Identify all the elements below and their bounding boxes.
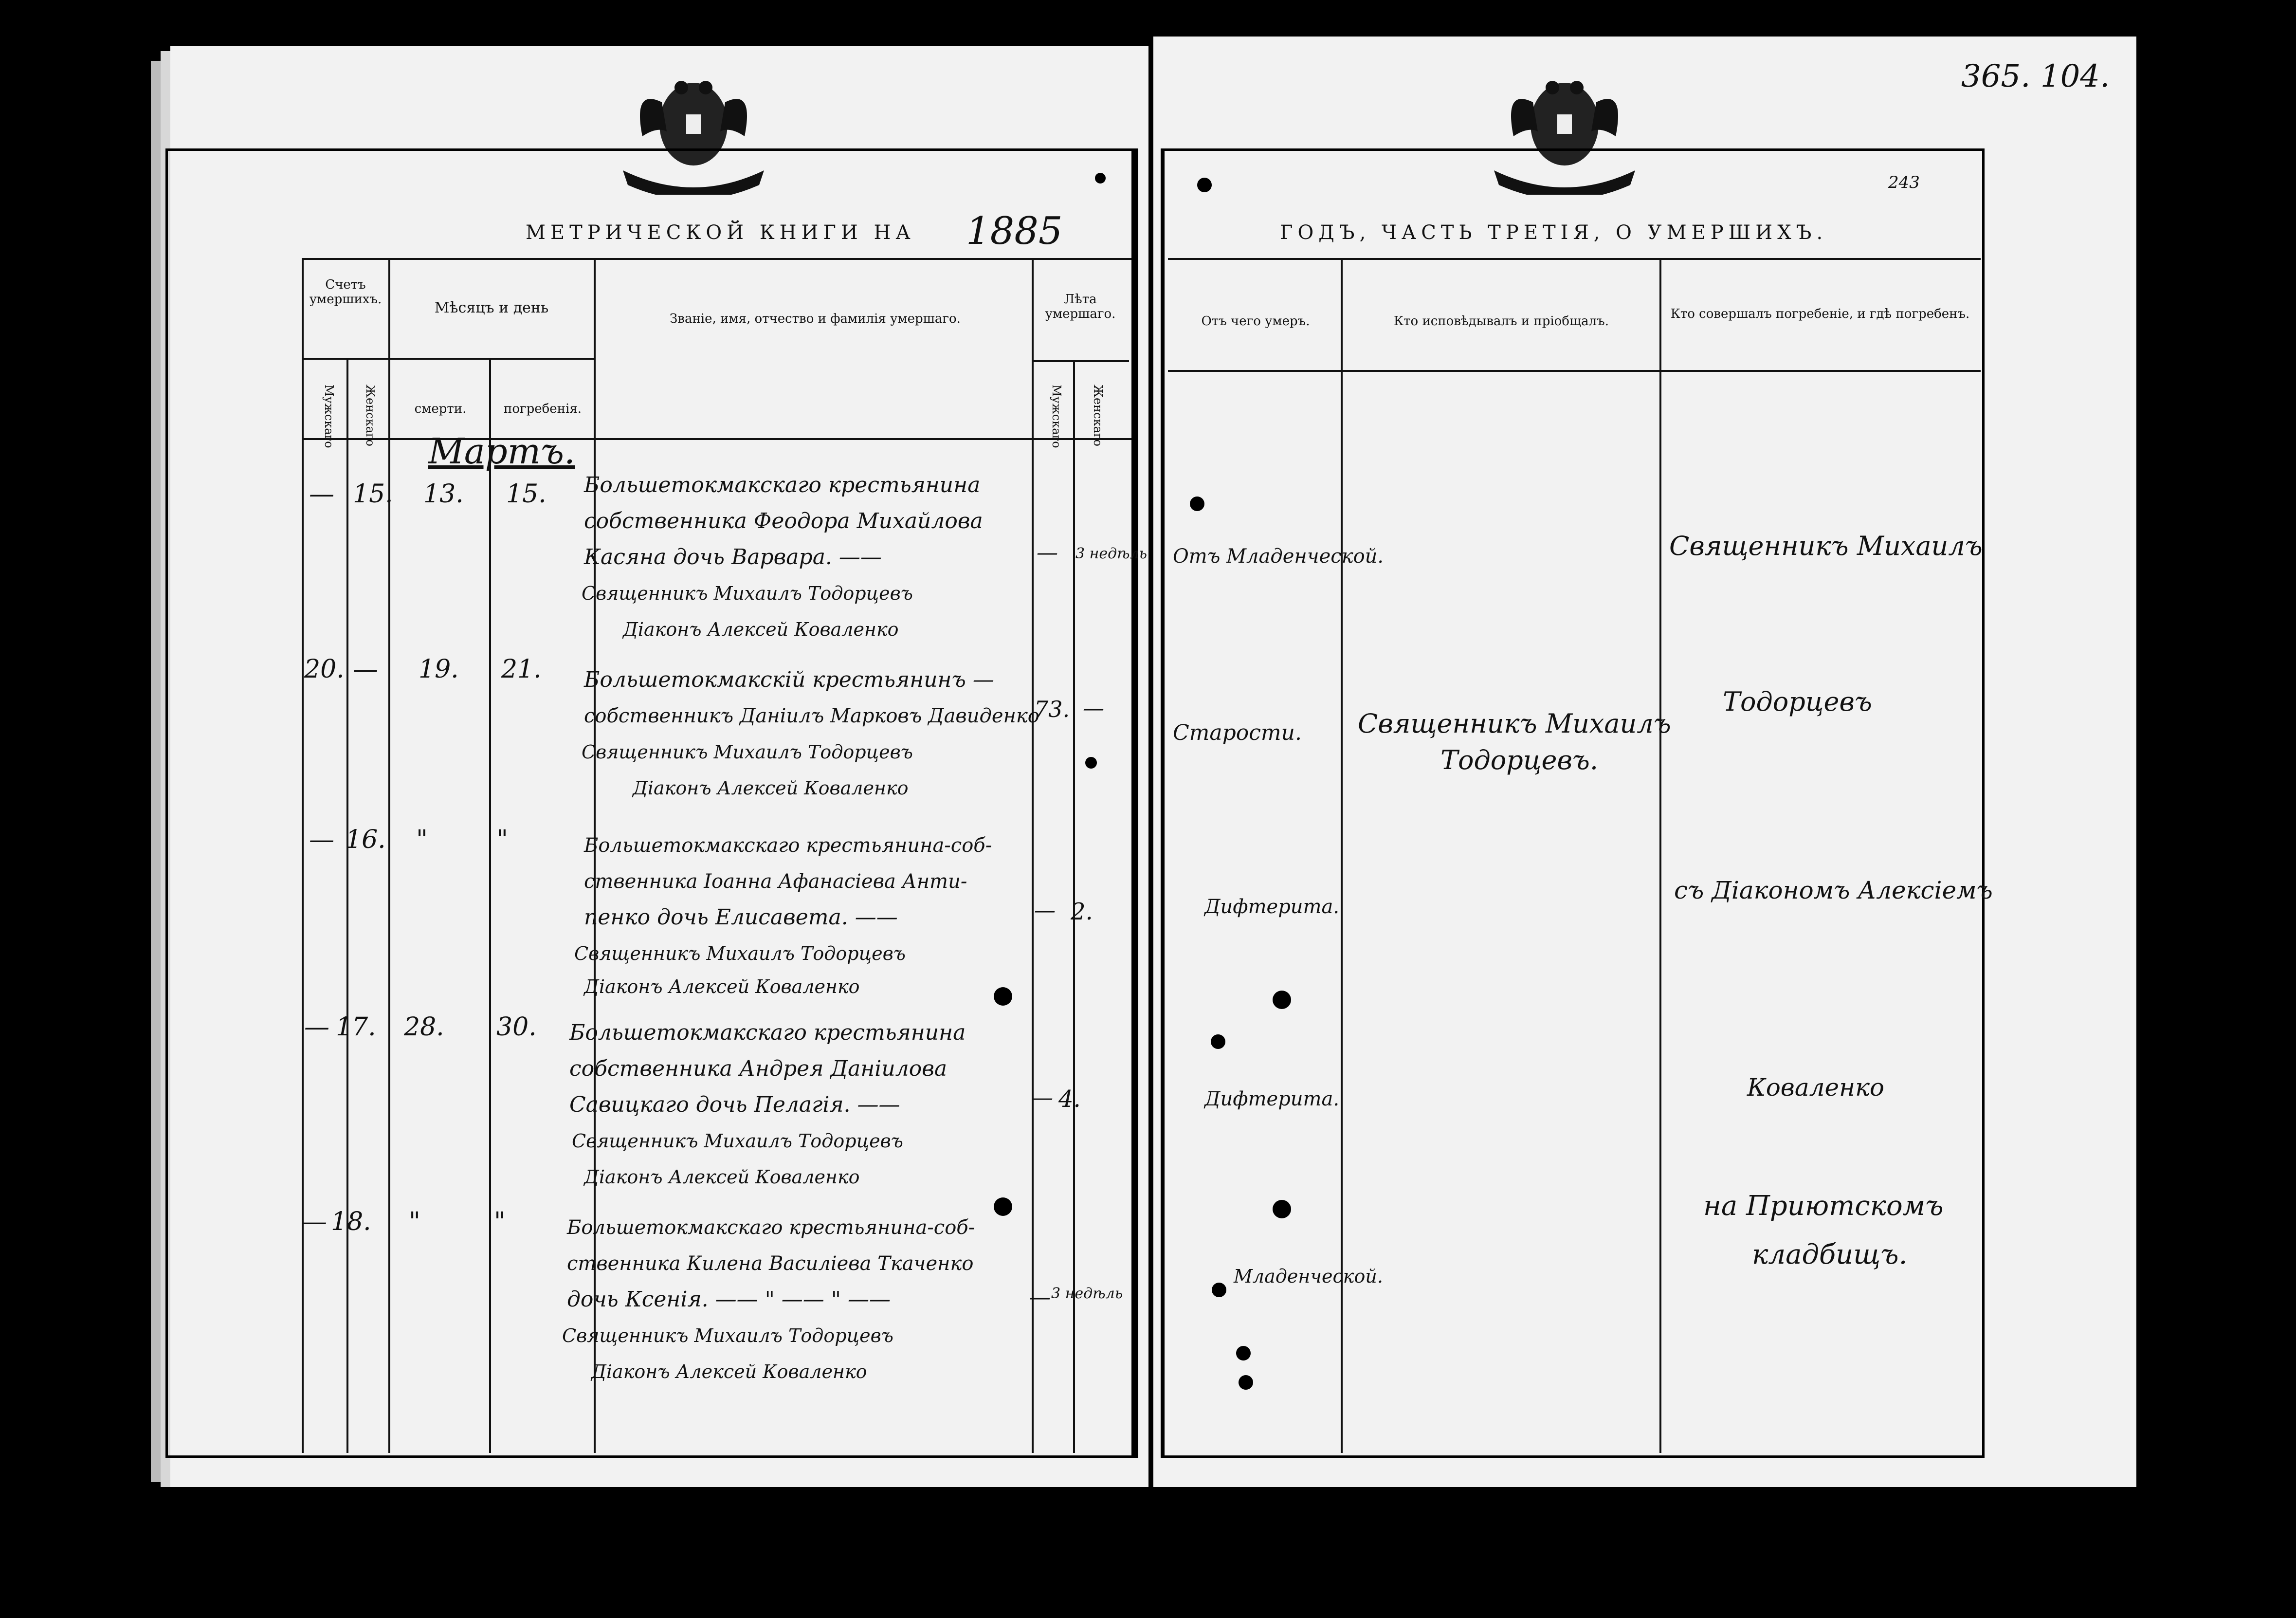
age-header: Лѣта умершаго. [1045,292,1116,321]
month-header: Мѣсяцъ и день [434,299,549,316]
entry4-cause: Дифтерита. [1204,1088,1340,1110]
binding-hole [1212,1283,1226,1297]
confessor-header: Кто исповѣдывалъ и пріобщалъ. [1394,314,1609,329]
rule [302,358,594,360]
col-line [489,358,491,1453]
entry4-line3: Савицкаго дочь Пелагія. —— [569,1092,900,1117]
entry4-age-male: — [1032,1085,1053,1110]
entry3-age-male: — [1034,898,1056,923]
col-line [302,258,304,1453]
burial-line1: Священникъ Михаилъ [1669,531,1983,561]
entry3-sign2: Діаконъ Алексей Коваленко [584,976,860,997]
entry3-cause: Дифтерита. [1204,896,1340,918]
entry5-line1: Большетокмакскаго крестьянина-соб- [567,1216,975,1239]
col-line [388,258,390,1453]
binding-hole [994,1197,1012,1216]
count-header: Счетъ умершихъ. [309,277,382,307]
header-left-title: МЕТРИЧЕСКОЙ КНИГИ НА [526,221,915,244]
entry2-female: — [353,655,378,684]
entry4-male: — [304,1012,329,1042]
header-year: 1885 [966,209,1063,253]
entry2-cause: Старости. [1173,720,1302,745]
entry1-sign2: Діаконъ Алексей Коваленко [623,619,899,640]
entry1-cause: Отъ Младенческой. [1173,545,1384,568]
entry4-burial: 30. [496,1012,537,1042]
binding-hole [1236,1346,1251,1361]
binding-hole [1211,1034,1225,1049]
age-male-header: Мужскаго [1050,385,1063,448]
count-female-header: Женскаго [364,385,377,446]
binding-hole [1239,1375,1253,1390]
burial-line5: на Приютскомъ [1703,1190,1944,1222]
entry4-line2: собственника Андрея Даніилова [569,1056,948,1081]
rule [1168,370,1981,372]
entry1-burial: 15. [506,479,547,509]
month-burial-header: погребенія. [504,402,582,416]
binding-hole [1190,496,1204,511]
binding-hole [1197,178,1212,192]
entry1-age-male: — [1037,540,1058,565]
col-line [1659,258,1661,1453]
cause-header: Отъ чего умеръ. [1201,314,1310,329]
entry1-male: — [309,479,334,509]
burial-line6: кладбищъ. [1752,1239,1908,1270]
age-female-header: Женскаго [1091,385,1105,446]
entry5-female: 18. [331,1207,371,1236]
entry2-death: 19. [419,655,459,684]
rule [1168,258,1981,260]
entry2-line1: Большетокмакскій крестьянинъ — [584,667,994,692]
entry3-death: " [416,825,428,854]
entry3-male: — [309,825,334,854]
entry5-line2: ственника Килена Василіева Ткаченко [567,1252,974,1275]
rule [302,258,1131,260]
entry3-line2: ственника Іоанна Афанасіева Анти- [584,870,967,893]
entry3-age-female: 2. [1071,898,1093,925]
binding-hole [1085,757,1097,769]
entry5-sign2: Діаконъ Алексей Коваленко [591,1361,867,1382]
entry1-line1: Большетокмакскаго крестьянина [584,473,981,497]
burial-line3: съ Діакономъ Алексіемъ [1674,876,1993,904]
rule [302,438,1131,440]
name-header: Званіе, имя, отчество и фамилія умершаго. [670,312,961,326]
entry4-line1: Большетокмакскаго крестьянина [569,1020,966,1045]
burial-line4: Коваленко [1747,1073,1885,1102]
entry2-age-female: — [1083,696,1104,721]
entry2-sign2: Діаконъ Алексей Коваленко [633,777,909,799]
binding-hole [994,987,1012,1006]
burial-line2: Тодорцевъ [1723,686,1872,717]
entry5-male: — [302,1207,327,1236]
count-male-header: Мужскаго [322,385,336,448]
folio-number: 365. 104. [1961,58,2110,94]
col-line [346,358,348,1453]
entry4-female: 17. [336,1012,376,1042]
entry2-sign1: Священникъ Михаилъ Тодорцевъ [582,741,913,763]
entry5-cause: Младенческой. [1234,1266,1383,1287]
entry1-sign1: Священникъ Михаилъ Тодорцевъ [582,583,913,604]
entry4-sign1: Священникъ Михаилъ Тодорцевъ [572,1130,904,1152]
entry1-death: 13. [423,479,464,509]
entry3-burial: " [496,825,508,854]
rule [1032,360,1129,362]
entry3-sign1: Священникъ Михаилъ Тодорцевъ [574,943,906,964]
entry1-line2: собственника Феодора Михайлова [584,509,983,533]
month-label: Мартъ. [428,431,575,472]
entry4-age-female: 4. [1058,1085,1081,1113]
entry1-age-female: 3 недѣль [1075,545,1148,562]
page-edges-left-2 [151,61,161,1482]
entry4-death: 28. [404,1012,444,1042]
entry5-sign1: Священникъ Михаилъ Тодорцевъ [562,1325,894,1346]
burial-header: Кто совершалъ погребеніе, и гдѣ погребенъ. [1670,307,1970,321]
confessor-line1: Священникъ Михаилъ [1358,708,1671,739]
col-line [1032,258,1034,1453]
entry1-line3: Касяна дочь Варвара. —— [584,545,882,570]
binding-hole [1273,1200,1291,1218]
entry5-burial: " [494,1207,506,1236]
entry4-sign2: Діаконъ Алексей Коваленко [584,1166,860,1188]
entry5-line3: дочь Ксенія. —— " —— " —— [567,1287,891,1312]
binding-hole [1095,173,1106,184]
entry2-age-male: 73. [1034,696,1070,722]
entry2-burial: 21. [501,655,542,684]
confessor-line2: Тодорцевъ. [1440,745,1599,775]
entry3-female: 16. [346,825,386,854]
month-death-header: смерти. [414,402,467,416]
entry5-death: " [409,1207,420,1236]
binding-hole [1273,991,1291,1009]
entry3-line3: пенко дочь Елисавета. —— [584,905,898,930]
entry5-age-male: — [1029,1285,1051,1310]
entry2-male: 20. [304,655,345,684]
entry1-female: 15. [353,479,393,509]
header-right-title: ГОДЪ, ЧАСТЬ ТРЕТІЯ, О УМЕРШИХЪ. [1280,221,1828,244]
entry2-line2: собственникъ Даніилъ Марковъ Давиденко [584,705,1039,727]
entry5-age-female: 3 недѣль [1051,1285,1123,1302]
entry3-line1: Большетокмакскаго крестьянина-соб- [584,834,992,857]
stamp-number: 243 [1888,173,1920,192]
